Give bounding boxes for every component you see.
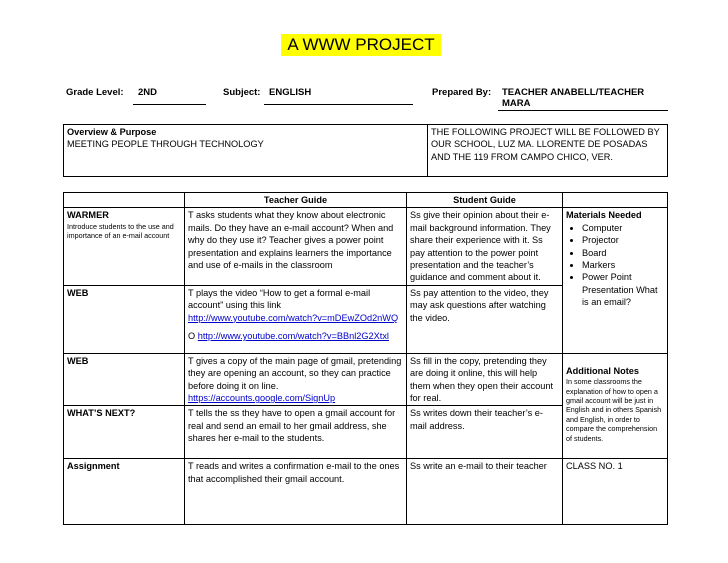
overview-text: MEETING PEOPLE THROUGH TECHNOLOGY [67, 139, 264, 150]
overview-table [63, 124, 668, 177]
or-text: O [188, 331, 196, 342]
subject-value: ENGLISH [269, 87, 312, 98]
row-sublabel: Introduce students to the use and importance of an e-mail account [67, 221, 174, 241]
student-guide-cell: Ss pay attention to the video, they may ask questions after watching the video. [407, 285, 563, 353]
video-link-1[interactable]: http://www.youtube.com/watch?v=mDEwZOd2nWQ [188, 312, 399, 323]
prepared-by-value-line2: MARA [502, 98, 531, 109]
student-guide-header: Student Guide [407, 193, 563, 208]
row-label: WEB [64, 285, 185, 353]
student-guide-cell: Ss give their opinion about their e-mail background information. They share their experience with it. Ss pay attention to the power point presentation and the teacher’s guidance and comment about it. [407, 208, 563, 285]
header-blank-cell [64, 193, 185, 208]
prepared-by-value-line1: TEACHER ANABELL/TEACHER [502, 87, 645, 98]
grade-level-underline [133, 104, 206, 105]
notes-text: In some classrooms the explanation of how to open a gmail account will be just in English and in others Spanish and English, in order to compare the comprehension of students. [566, 377, 662, 443]
lesson-table [63, 192, 668, 525]
row-label: WHAT’S NEXT? [64, 406, 185, 459]
list-item: • Markers [582, 259, 664, 271]
teacher-guide-cell: T reads and writes a confirmation e-mail to the ones that accomplished their gmail account. [185, 459, 407, 525]
overview-cell [64, 125, 428, 177]
prepared-by-underline [498, 110, 668, 111]
teacher-guide-cell [185, 285, 407, 353]
video-link-2[interactable]: http://www.youtube.com/watch?v=BBnl2G2Xtxl [197, 331, 389, 342]
subject-label: Subject: [223, 87, 261, 98]
row-label: Assignment [64, 459, 185, 525]
class-number-cell: CLASS NO. 1 [563, 459, 668, 525]
notes-heading: Additional Notes [566, 365, 639, 376]
overview-heading: Overview & Purpose [67, 127, 157, 137]
prepared-by-label: Prepared By: [432, 87, 492, 98]
row-label: WEB [64, 353, 185, 406]
list-item: • Computer [582, 222, 664, 234]
teacher-guide-header: Teacher Guide [185, 193, 407, 208]
teacher-guide-cell: T tells the ss they have to open a gmail account for real and send an email to her gmail address, she shares her e-mail to the students. [185, 406, 407, 459]
teacher-guide-text: T plays the video “How to get a formal e-mail account” using this link [188, 287, 371, 311]
materials-cell [563, 208, 668, 353]
list-item: • Projector [582, 234, 664, 246]
student-guide-cell: Ss fill in the copy, pretending they are doing it online, this will help them when they open their account for real. [407, 353, 563, 406]
list-item: • Board [582, 247, 664, 259]
overview-note: THE FOLLOWING PROJECT WILL BE FOLLOWED BY OUR SCHOOL, LUZ MA. LLORENTE DE POSADAS AND THE 119 FROM CAMPO CHICO, VER. [428, 125, 668, 177]
list-item: • Power Point Presentation What is an email? [582, 271, 664, 308]
student-guide-cell: Ss writes down their teacher’s e-mail address. [407, 406, 563, 459]
row-label: WARMER [67, 210, 109, 221]
document-title: A WWW PROJECT [281, 34, 441, 56]
grade-level-label: Grade Level: [66, 87, 124, 98]
materials-list [566, 222, 664, 309]
row-label-cell [64, 208, 185, 285]
materials-heading: Materials Needed [566, 210, 642, 221]
table-row [64, 208, 668, 285]
teacher-guide-cell: T asks students what they know about electronic mails. Do they have an e-mail account? When and why do they use it? Teacher gives a power point presentation and explains learners the importance and use of e-mails in the classroom [185, 208, 407, 285]
teacher-guide-cell [185, 353, 407, 406]
table-row [64, 459, 668, 525]
subject-underline [264, 104, 413, 105]
header-blank-cell-right [563, 193, 668, 208]
table-row [64, 353, 668, 406]
notes-cell [563, 353, 668, 459]
teacher-guide-text: T gives a copy of the main page of gmail, pretending they are opening an account, so they can practice before doing it on line. [188, 355, 402, 391]
student-guide-cell: Ss write an e-mail to their teacher [407, 459, 563, 525]
grade-level-value: 2ND [138, 87, 158, 98]
signup-link[interactable]: https://accounts.google.com/SignUp [188, 393, 336, 404]
